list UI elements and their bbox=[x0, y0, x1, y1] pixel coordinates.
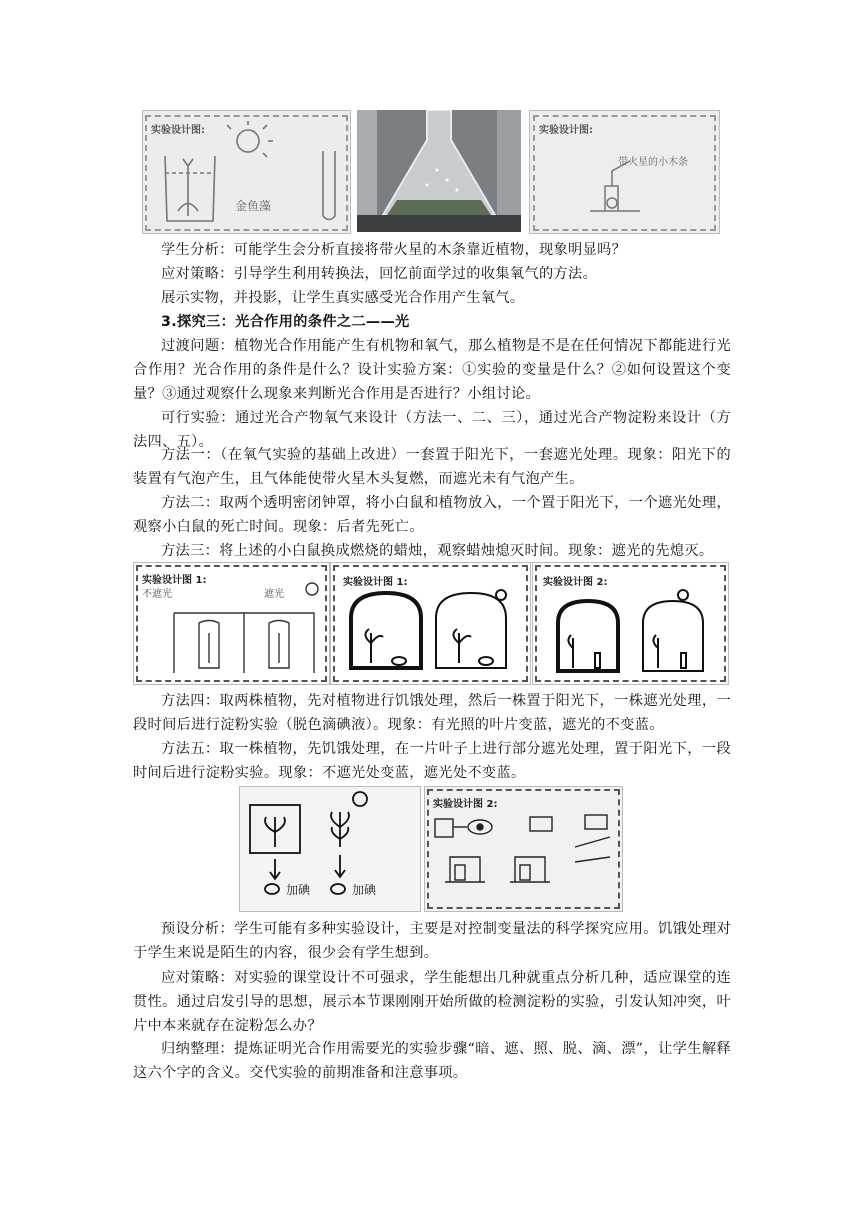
paragraph-response-strategy: 应对策略：引导学生利用转换法，回忆前面学过的收集氧气的方法。 bbox=[161, 266, 598, 282]
figure-label: 实验设计图: bbox=[151, 125, 205, 136]
section-heading: 3.探究三：光合作用的条件之二——光 bbox=[161, 314, 410, 330]
test-tubes-drawing bbox=[134, 563, 329, 684]
bell-jars-mouse-drawing bbox=[331, 563, 530, 684]
beaker-sun-drawing bbox=[143, 111, 350, 233]
figure-note: 加碘 bbox=[286, 883, 311, 897]
figure-flask-photo bbox=[357, 110, 521, 232]
figure-design-2-candles bbox=[532, 562, 729, 685]
paragraph-method-three: 方法三：将上述的小白鼠换成燃烧的蜡烛，观察蜡烛熄灭时间。现象：遮光的先熄灭。 bbox=[161, 543, 714, 559]
paragraph-summary: 归纳整理：提炼证明光合作用需要光的实验步骤“暗、遮、照、脱、滴、漂”，让学生解释这六个字的含义。交代实验的前期准备和注意事项。 bbox=[133, 1041, 731, 1081]
paragraph-preset-analysis: 预设分析：学生可能有多种实验设计，主要是对控制变量法的科学探究应用。饥饿处理对于学生来说是陌生的内容，很少会有学生想到。 bbox=[133, 921, 731, 961]
figure-iodine-test bbox=[239, 786, 421, 912]
figure-design-1-bell-jars bbox=[330, 562, 531, 685]
paragraph-student-analysis: 学生分析：可能学生会分析直接将带火星的木条靠近植物，现象明显吗？ bbox=[161, 242, 627, 258]
leaf-iodine-drawing bbox=[240, 787, 420, 911]
figure-label: 实验设计图 1: bbox=[142, 575, 207, 586]
figure-label: 实验设计图 2: bbox=[543, 577, 608, 588]
paragraph-feasible-experiment: 可行实验：通过光合产物氧气来设计（方法一、二、三），通过光合产物淀粉来设计（方法四、五）。 bbox=[133, 410, 731, 450]
splint-drawing bbox=[530, 111, 719, 233]
paragraph-method-five: 方法五：取一株植物，先饥饿处理，在一片叶子上进行部分遮光处理，置于阳光下，一段时间后进行淀粉实验。现象：不遮光处变蓝，遮光处不变蓝。 bbox=[133, 741, 731, 781]
figure-note: 不遮光 bbox=[142, 589, 172, 600]
figure-note: 带火星的小木条 bbox=[618, 157, 688, 168]
figure-label: 实验设计图 2: bbox=[433, 799, 498, 810]
paragraph-method-two: 方法二：取两个透明密闭钟罩，将小白鼠和植物放入，一个置于阳光下，一个遮光处理，观察小白鼠的死亡时间。现象：后者先死亡。 bbox=[133, 495, 731, 535]
paragraph-show-object: 展示实物，并投影，让学生真实感受光合作用产生氧气。 bbox=[161, 290, 525, 306]
figure-aquatic-plant-sketch bbox=[142, 110, 351, 234]
flask-photo-drawing bbox=[357, 110, 521, 232]
figure-label: 实验设计图 1: bbox=[343, 577, 408, 588]
figure-splint-sketch bbox=[529, 110, 720, 234]
bell-jars-candle-drawing bbox=[533, 563, 728, 684]
figure-label: 实验设计图: bbox=[539, 125, 593, 136]
paragraph-method-one: 方法一：（在氧气实验的基础上改进）一套置于阳光下，一套遮光处理。现象：阳光下的装置有气泡产生，且气体能使带火星木头复燃，而遮光未有气泡产生。 bbox=[133, 447, 731, 487]
figure-design-1-handdrawn bbox=[133, 562, 330, 685]
paragraph-transition-question: 过渡问题：植物光合作用能产生有机物和氧气，那么植物是不是在任何情况下都能进行光合作用？光合作用的条件是什么？设计实验方案：①实验的变量是什么？②如何设置这个变量？③通过观察什么现象来判断光合作用是否进行？小组讨论。 bbox=[133, 338, 731, 402]
figure-note: 加碘 bbox=[352, 883, 377, 897]
figure-note: 金鱼藻 bbox=[235, 199, 272, 213]
figure-note: 遮光 bbox=[264, 589, 284, 600]
figure-design-2-steps bbox=[424, 786, 623, 912]
paragraph-response-strategy-2: 应对策略：对实验的课堂设计不可强求，学生能想出几种就重点分析几种，适应课堂的连贯性。通过启发引导的思想，展示本节课刚刚开始所做的检测淀粉的实验，引发认知冲突，叶片中本来就存在淀粉怎么办？ bbox=[133, 970, 731, 1034]
paragraph-method-four: 方法四：取两株植物，先对植物进行饥饿处理，然后一株置于阳光下，一株遮光处理，一段时间后进行淀粉实验（脱色滴碘液）。现象：有光照的叶片变蓝，遮光的不变蓝。 bbox=[133, 693, 731, 733]
steps-drawing bbox=[425, 787, 622, 911]
